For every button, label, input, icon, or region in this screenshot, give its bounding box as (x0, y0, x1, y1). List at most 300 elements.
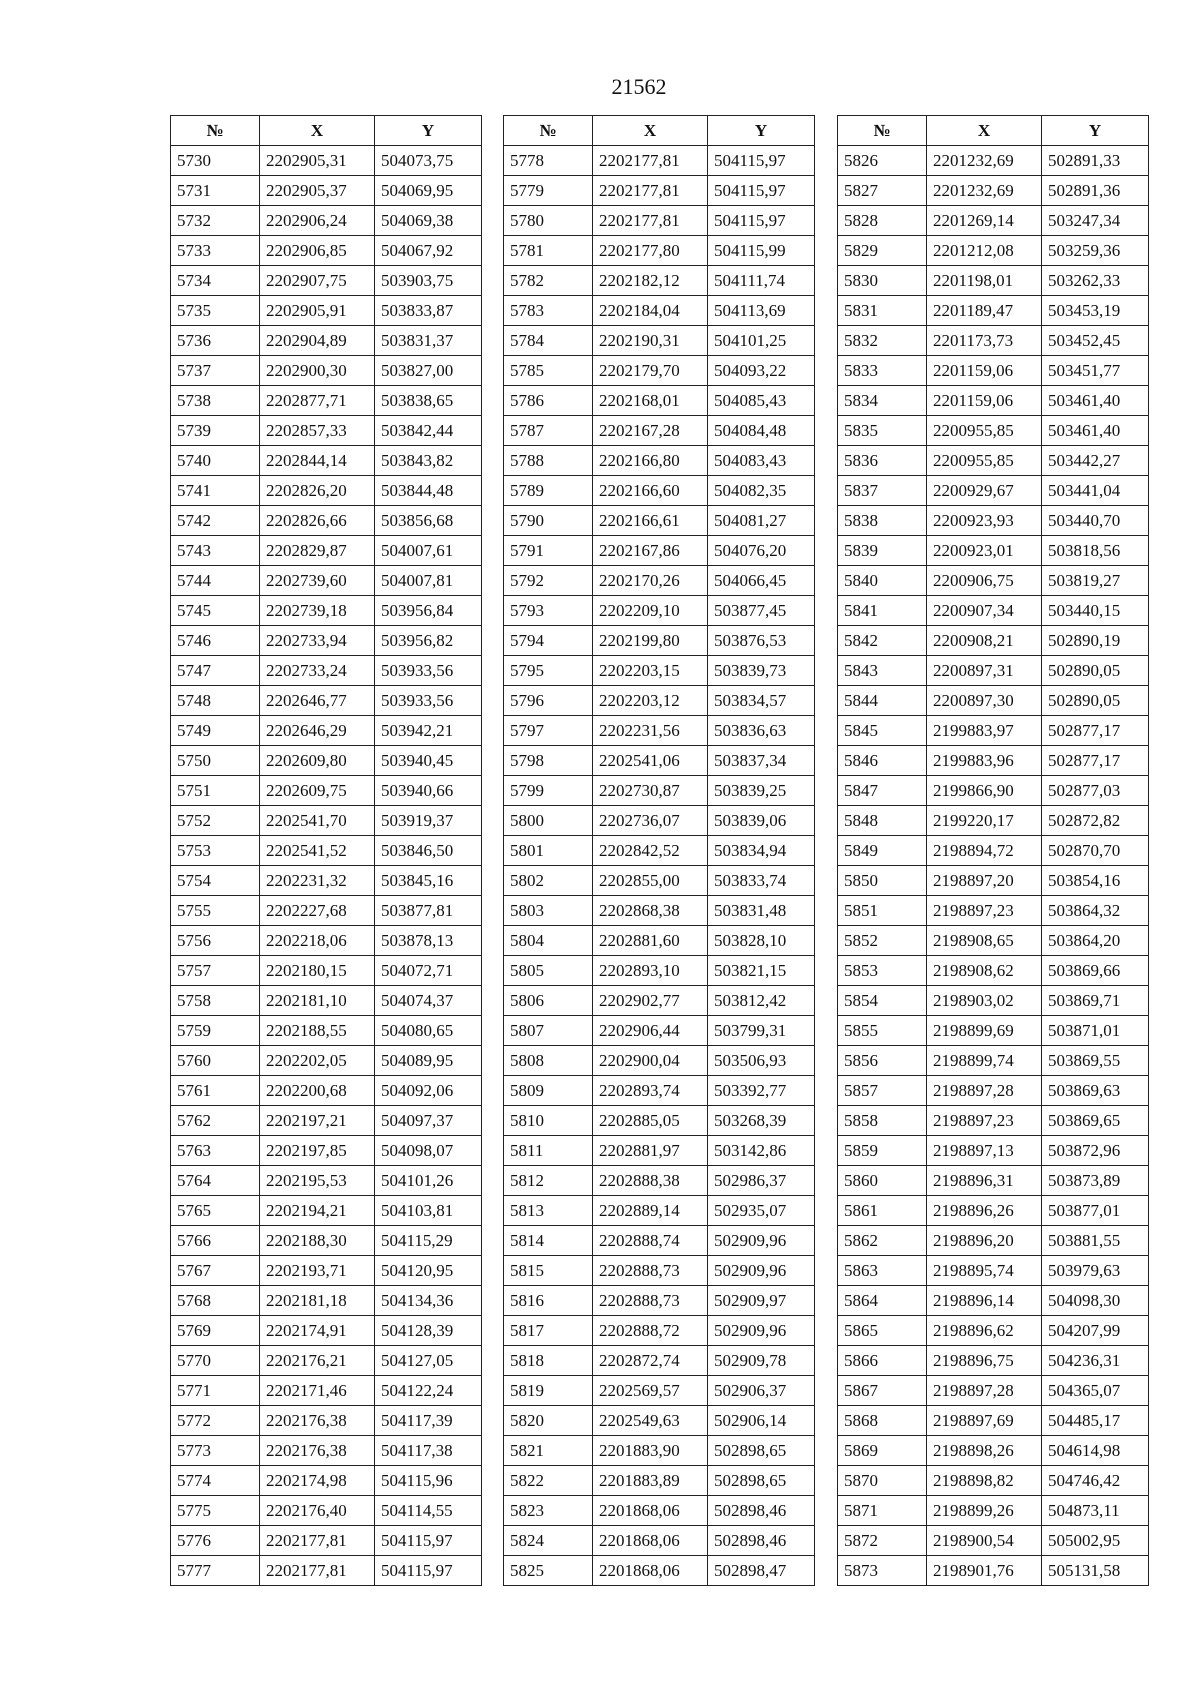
y-coordinate: 502890,19 (1042, 626, 1149, 656)
point-number: 5859 (838, 1136, 927, 1166)
x-coordinate: 2200923,93 (927, 506, 1042, 536)
x-coordinate: 2202733,24 (260, 656, 375, 686)
y-coordinate: 503877,01 (1042, 1196, 1149, 1226)
x-coordinate: 2202197,21 (260, 1106, 375, 1136)
table-row (838, 1136, 1149, 1166)
y-coordinate: 503839,25 (708, 776, 815, 806)
point-number: 5780 (504, 206, 593, 236)
table-header-row (504, 116, 815, 146)
y-coordinate: 502877,03 (1042, 776, 1149, 806)
x-coordinate: 2202888,74 (593, 1226, 708, 1256)
x-coordinate: 2198897,69 (927, 1406, 1042, 1436)
point-number: 5839 (838, 536, 927, 566)
point-number: 5794 (504, 626, 593, 656)
table-row (504, 836, 815, 866)
x-coordinate: 2202906,24 (260, 206, 375, 236)
point-number: 5767 (171, 1256, 260, 1286)
y-coordinate: 502906,14 (708, 1406, 815, 1436)
x-coordinate: 2202195,53 (260, 1166, 375, 1196)
point-number: 5740 (171, 446, 260, 476)
y-coordinate: 503872,96 (1042, 1136, 1149, 1166)
coordinates-table-2 (503, 115, 815, 1586)
x-coordinate: 2199883,97 (927, 716, 1042, 746)
y-coordinate: 503956,82 (375, 626, 482, 656)
table-row (838, 356, 1149, 386)
x-coordinate: 2198896,20 (927, 1226, 1042, 1256)
table-row (838, 146, 1149, 176)
x-coordinate: 2201868,06 (593, 1556, 708, 1586)
y-coordinate: 503819,27 (1042, 566, 1149, 596)
y-coordinate: 504115,99 (708, 236, 815, 266)
y-coordinate: 503864,20 (1042, 926, 1149, 956)
x-coordinate: 2200955,85 (927, 446, 1042, 476)
x-coordinate: 2202177,81 (260, 1526, 375, 1556)
table-row (838, 296, 1149, 326)
y-coordinate: 502935,07 (708, 1196, 815, 1226)
x-coordinate: 2202176,38 (260, 1436, 375, 1466)
point-number: 5739 (171, 416, 260, 446)
table-row (838, 566, 1149, 596)
x-coordinate: 2202188,55 (260, 1016, 375, 1046)
y-coordinate: 504066,45 (708, 566, 815, 596)
table-row (171, 1196, 482, 1226)
table-row (838, 806, 1149, 836)
y-coordinate: 503839,06 (708, 806, 815, 836)
x-coordinate: 2198899,26 (927, 1496, 1042, 1526)
y-coordinate: 504614,98 (1042, 1436, 1149, 1466)
y-coordinate: 503877,45 (708, 596, 815, 626)
table-row (504, 1406, 815, 1436)
y-coordinate: 504485,17 (1042, 1406, 1149, 1436)
point-number: 5838 (838, 506, 927, 536)
x-coordinate: 2202197,85 (260, 1136, 375, 1166)
y-coordinate: 504067,92 (375, 236, 482, 266)
point-number: 5730 (171, 146, 260, 176)
x-header: X (927, 116, 1042, 146)
x-coordinate: 2202541,52 (260, 836, 375, 866)
point-number: 5810 (504, 1106, 593, 1136)
x-coordinate: 2201232,69 (927, 146, 1042, 176)
point-number: 5743 (171, 536, 260, 566)
x-coordinate: 2201159,06 (927, 386, 1042, 416)
point-number: 5841 (838, 596, 927, 626)
point-number: 5847 (838, 776, 927, 806)
y-coordinate: 505002,95 (1042, 1526, 1149, 1556)
y-coordinate: 504134,36 (375, 1286, 482, 1316)
table-row (504, 926, 815, 956)
y-coordinate: 503461,40 (1042, 416, 1149, 446)
table-row (504, 626, 815, 656)
point-number: 5831 (838, 296, 927, 326)
x-coordinate: 2202905,91 (260, 296, 375, 326)
table-row (171, 896, 482, 926)
table-row (171, 986, 482, 1016)
x-coordinate: 2201883,90 (593, 1436, 708, 1466)
y-coordinate: 504089,95 (375, 1046, 482, 1076)
point-number: 5776 (171, 1526, 260, 1556)
point-number: 5742 (171, 506, 260, 536)
y-coordinate: 502909,96 (708, 1316, 815, 1346)
point-number: 5862 (838, 1226, 927, 1256)
table-row (504, 986, 815, 1016)
point-number: 5808 (504, 1046, 593, 1076)
table-row (504, 1526, 815, 1556)
x-coordinate: 2202184,04 (593, 296, 708, 326)
point-number: 5864 (838, 1286, 927, 1316)
point-number: 5832 (838, 326, 927, 356)
x-coordinate: 2202209,10 (593, 596, 708, 626)
y-coordinate: 503812,42 (708, 986, 815, 1016)
y-coordinate: 503854,16 (1042, 866, 1149, 896)
table-row (838, 656, 1149, 686)
point-number: 5824 (504, 1526, 593, 1556)
x-coordinate: 2199883,96 (927, 746, 1042, 776)
y-coordinate: 504093,22 (708, 356, 815, 386)
table-row (504, 1436, 815, 1466)
y-coordinate: 503799,31 (708, 1016, 815, 1046)
y-coordinate: 504098,30 (1042, 1286, 1149, 1316)
y-coordinate: 502909,96 (708, 1226, 815, 1256)
table-row (171, 1166, 482, 1196)
table-row (838, 866, 1149, 896)
x-coordinate: 2200907,34 (927, 596, 1042, 626)
table-row (171, 1316, 482, 1346)
table-row (504, 1556, 815, 1586)
table-row (504, 806, 815, 836)
x-coordinate: 2202646,77 (260, 686, 375, 716)
table-row (838, 1436, 1149, 1466)
table-row (171, 146, 482, 176)
table-row (504, 1016, 815, 1046)
y-coordinate: 503268,39 (708, 1106, 815, 1136)
table-row (838, 1166, 1149, 1196)
y-coordinate: 504072,71 (375, 956, 482, 986)
table-row (171, 656, 482, 686)
x-coordinate: 2202167,28 (593, 416, 708, 446)
x-coordinate: 2199866,90 (927, 776, 1042, 806)
table-row (171, 176, 482, 206)
table-header-row (171, 116, 482, 146)
x-coordinate: 2202182,12 (593, 266, 708, 296)
x-coordinate: 2202904,89 (260, 326, 375, 356)
y-coordinate: 504115,97 (708, 206, 815, 236)
coordinates-table-3 (837, 115, 1149, 1586)
point-number: 5741 (171, 476, 260, 506)
y-coordinate: 503452,45 (1042, 326, 1149, 356)
point-number: 5857 (838, 1076, 927, 1106)
point-number: 5834 (838, 386, 927, 416)
point-number: 5861 (838, 1196, 927, 1226)
table-row (504, 716, 815, 746)
x-coordinate: 2202227,68 (260, 896, 375, 926)
x-coordinate: 2202609,75 (260, 776, 375, 806)
point-number: 5830 (838, 266, 927, 296)
table-row (504, 686, 815, 716)
x-coordinate: 2198908,65 (927, 926, 1042, 956)
x-coordinate: 2202167,86 (593, 536, 708, 566)
y-coordinate: 504082,35 (708, 476, 815, 506)
y-coordinate: 503933,56 (375, 656, 482, 686)
point-number: 5793 (504, 596, 593, 626)
point-number: 5855 (838, 1016, 927, 1046)
x-coordinate: 2202885,05 (593, 1106, 708, 1136)
x-coordinate: 2202889,14 (593, 1196, 708, 1226)
x-coordinate: 2201232,69 (927, 176, 1042, 206)
x-coordinate: 2202905,31 (260, 146, 375, 176)
table-row (171, 1496, 482, 1526)
point-number: 5870 (838, 1466, 927, 1496)
table-row (838, 1286, 1149, 1316)
x-coordinate: 2198908,62 (927, 956, 1042, 986)
table-row (171, 1286, 482, 1316)
number-header: № (171, 116, 260, 146)
point-number: 5782 (504, 266, 593, 296)
table-row (838, 1496, 1149, 1526)
point-number: 5867 (838, 1376, 927, 1406)
y-coordinate: 502906,37 (708, 1376, 815, 1406)
x-coordinate: 2198901,76 (927, 1556, 1042, 1586)
point-number: 5849 (838, 836, 927, 866)
point-number: 5811 (504, 1136, 593, 1166)
point-number: 5803 (504, 896, 593, 926)
table-row (171, 266, 482, 296)
y-coordinate: 504073,75 (375, 146, 482, 176)
point-number: 5807 (504, 1016, 593, 1046)
x-coordinate: 2202736,07 (593, 806, 708, 836)
table-row (171, 1556, 482, 1586)
y-coordinate: 502898,65 (708, 1466, 815, 1496)
point-number: 5858 (838, 1106, 927, 1136)
table-row (171, 206, 482, 236)
y-coordinate: 503846,50 (375, 836, 482, 866)
table-row (504, 476, 815, 506)
point-number: 5850 (838, 866, 927, 896)
table-row (838, 1076, 1149, 1106)
point-number: 5860 (838, 1166, 927, 1196)
table-row (171, 626, 482, 656)
y-coordinate: 503831,48 (708, 896, 815, 926)
point-number: 5809 (504, 1076, 593, 1106)
point-number: 5797 (504, 716, 593, 746)
table-row (838, 956, 1149, 986)
point-number: 5751 (171, 776, 260, 806)
table-row (171, 446, 482, 476)
point-number: 5848 (838, 806, 927, 836)
y-coordinate: 504084,48 (708, 416, 815, 446)
y-coordinate: 502909,78 (708, 1346, 815, 1376)
table-row (504, 296, 815, 326)
x-coordinate: 2202177,81 (593, 206, 708, 236)
x-coordinate: 2202200,68 (260, 1076, 375, 1106)
y-coordinate: 504113,69 (708, 296, 815, 326)
point-number: 5853 (838, 956, 927, 986)
x-coordinate: 2202202,05 (260, 1046, 375, 1076)
y-coordinate: 502898,47 (708, 1556, 815, 1586)
y-coordinate: 503842,44 (375, 416, 482, 446)
table-row (504, 776, 815, 806)
y-coordinate: 504117,39 (375, 1406, 482, 1436)
point-number: 5863 (838, 1256, 927, 1286)
y-coordinate: 503837,34 (708, 746, 815, 776)
y-coordinate: 504069,38 (375, 206, 482, 236)
point-number: 5837 (838, 476, 927, 506)
x-header: X (593, 116, 708, 146)
x-coordinate: 2200897,31 (927, 656, 1042, 686)
x-coordinate: 2202176,21 (260, 1346, 375, 1376)
x-coordinate: 2200908,21 (927, 626, 1042, 656)
x-coordinate: 2198897,28 (927, 1376, 1042, 1406)
x-coordinate: 2198896,31 (927, 1166, 1042, 1196)
y-coordinate: 502877,17 (1042, 746, 1149, 776)
point-number: 5833 (838, 356, 927, 386)
x-coordinate: 2202826,66 (260, 506, 375, 536)
table-row (171, 1376, 482, 1406)
y-coordinate: 503877,81 (375, 896, 482, 926)
y-coordinate: 502898,46 (708, 1526, 815, 1556)
table-row (171, 746, 482, 776)
x-coordinate: 2198897,28 (927, 1076, 1042, 1106)
x-coordinate: 2201269,14 (927, 206, 1042, 236)
x-coordinate: 2202177,80 (593, 236, 708, 266)
table-row (171, 1226, 482, 1256)
table-row (504, 146, 815, 176)
table-row (504, 1286, 815, 1316)
y-coordinate: 502890,05 (1042, 656, 1149, 686)
x-coordinate: 2202906,85 (260, 236, 375, 266)
table-row (171, 566, 482, 596)
point-number: 5763 (171, 1136, 260, 1166)
point-number: 5822 (504, 1466, 593, 1496)
point-number: 5820 (504, 1406, 593, 1436)
point-number: 5752 (171, 806, 260, 836)
y-coordinate: 503441,04 (1042, 476, 1149, 506)
table-row (504, 1226, 815, 1256)
table-row (504, 416, 815, 446)
point-number: 5866 (838, 1346, 927, 1376)
point-number: 5789 (504, 476, 593, 506)
table-row (504, 746, 815, 776)
table-row (838, 266, 1149, 296)
point-number: 5750 (171, 746, 260, 776)
table-row (171, 356, 482, 386)
point-number: 5818 (504, 1346, 593, 1376)
y-header: Y (375, 116, 482, 146)
y-coordinate: 503876,53 (708, 626, 815, 656)
x-coordinate: 2202569,57 (593, 1376, 708, 1406)
y-coordinate: 503440,70 (1042, 506, 1149, 536)
table-row (838, 176, 1149, 206)
table-row (171, 1526, 482, 1556)
y-coordinate: 502898,65 (708, 1436, 815, 1466)
point-number: 5760 (171, 1046, 260, 1076)
point-number: 5733 (171, 236, 260, 266)
y-coordinate: 504114,55 (375, 1496, 482, 1526)
y-coordinate: 504083,43 (708, 446, 815, 476)
table-row (171, 476, 482, 506)
table-row (171, 1346, 482, 1376)
x-coordinate: 2202174,98 (260, 1466, 375, 1496)
table-row (838, 1316, 1149, 1346)
x-coordinate: 2198896,14 (927, 1286, 1042, 1316)
point-number: 5771 (171, 1376, 260, 1406)
table-row (838, 1376, 1149, 1406)
x-coordinate: 2202872,74 (593, 1346, 708, 1376)
table-row (838, 1016, 1149, 1046)
table-row (171, 1256, 482, 1286)
y-coordinate: 504085,43 (708, 386, 815, 416)
x-coordinate: 2202194,21 (260, 1196, 375, 1226)
x-coordinate: 2201189,47 (927, 296, 1042, 326)
point-number: 5775 (171, 1496, 260, 1526)
x-coordinate: 2202168,01 (593, 386, 708, 416)
table-row (838, 1556, 1149, 1586)
y-coordinate: 503833,74 (708, 866, 815, 896)
table-row (171, 686, 482, 716)
x-coordinate: 2200906,75 (927, 566, 1042, 596)
y-coordinate: 503453,19 (1042, 296, 1149, 326)
table-row (838, 776, 1149, 806)
point-number: 5817 (504, 1316, 593, 1346)
table-row (171, 1136, 482, 1166)
x-coordinate: 2202888,73 (593, 1286, 708, 1316)
point-number: 5737 (171, 356, 260, 386)
y-coordinate: 502877,17 (1042, 716, 1149, 746)
x-coordinate: 2201868,06 (593, 1526, 708, 1556)
table-row (838, 446, 1149, 476)
y-coordinate: 503834,94 (708, 836, 815, 866)
y-coordinate: 503506,93 (708, 1046, 815, 1076)
point-number: 5842 (838, 626, 927, 656)
point-number: 5757 (171, 956, 260, 986)
point-number: 5783 (504, 296, 593, 326)
y-coordinate: 503869,63 (1042, 1076, 1149, 1106)
y-coordinate: 502986,37 (708, 1166, 815, 1196)
y-coordinate: 503818,56 (1042, 536, 1149, 566)
point-number: 5791 (504, 536, 593, 566)
x-coordinate: 2202857,33 (260, 416, 375, 446)
point-number: 5781 (504, 236, 593, 266)
table-row (838, 1346, 1149, 1376)
table-row (171, 1046, 482, 1076)
point-number: 5812 (504, 1166, 593, 1196)
x-coordinate: 2202900,04 (593, 1046, 708, 1076)
y-coordinate: 503919,37 (375, 806, 482, 836)
point-number: 5747 (171, 656, 260, 686)
point-number: 5768 (171, 1286, 260, 1316)
point-number: 5852 (838, 926, 927, 956)
y-coordinate: 503461,40 (1042, 386, 1149, 416)
table-row (838, 1226, 1149, 1256)
y-coordinate: 504115,97 (708, 146, 815, 176)
table-row (171, 716, 482, 746)
x-coordinate: 2202179,70 (593, 356, 708, 386)
y-coordinate: 504236,31 (1042, 1346, 1149, 1376)
point-number: 5772 (171, 1406, 260, 1436)
y-coordinate: 504115,97 (375, 1526, 482, 1556)
point-number: 5840 (838, 566, 927, 596)
x-coordinate: 2202180,15 (260, 956, 375, 986)
table-row (504, 506, 815, 536)
table-row (504, 1076, 815, 1106)
table-row (838, 836, 1149, 866)
table-row (504, 1346, 815, 1376)
x-coordinate: 2202900,30 (260, 356, 375, 386)
table-row (504, 1376, 815, 1406)
table-row (504, 176, 815, 206)
point-number: 5764 (171, 1166, 260, 1196)
table-row (504, 356, 815, 386)
page-number: 21562 (611, 74, 667, 99)
